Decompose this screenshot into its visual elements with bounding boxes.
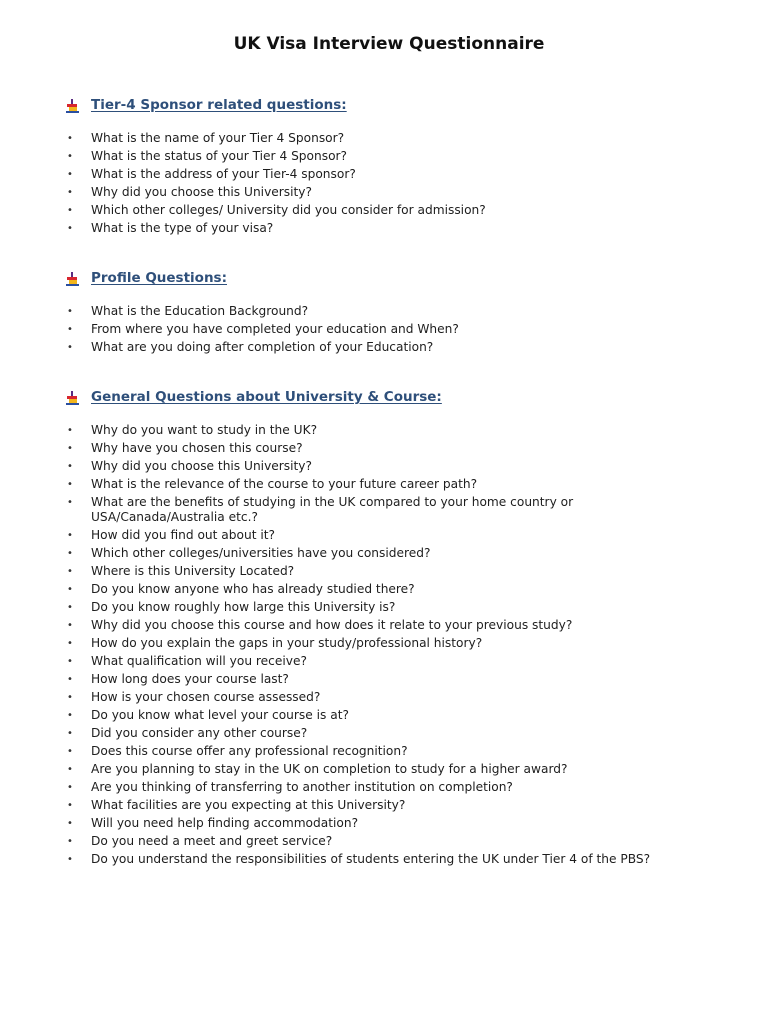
list-item [66,816,706,831]
list-item [66,423,706,438]
list-item [66,636,706,651]
flag-icon [66,391,80,405]
question-text: What facilities are you expecting at this University? [91,798,406,812]
bullet-dot-icon: • [67,548,73,559]
question-text: Are you planning to stay in the UK on completion to study for a higher award? [91,762,568,776]
bullet-dot-icon: • [67,223,73,234]
section-heading-text: Profile Questions: [91,270,227,286]
question-text: How do you explain the gaps in your study/professional history? [91,636,483,650]
list-item [66,834,706,849]
bullet-dot-icon: • [67,728,73,739]
list-item [66,762,706,777]
list-item [66,726,706,741]
bullet-dot-icon: • [67,497,73,508]
list-item [66,600,706,615]
list-item [66,798,706,813]
list-item [66,744,706,759]
section-profile [66,270,706,358]
list-item [66,546,706,561]
question-text: Where is this University Located? [91,564,295,578]
bullet-dot-icon: • [67,638,73,649]
bullet-dot-icon: • [67,205,73,216]
bullet-dot-icon: • [67,854,73,865]
question-text: Why did you choose this course and how does it relate to your previous study? [91,618,573,632]
list-item [66,459,706,474]
list-item [66,708,706,723]
question-text: Are you thinking of transferring to another institution on completion? [91,780,513,794]
question-list [66,304,706,355]
bullet-dot-icon: • [67,133,73,144]
question-text: Why do you want to study in the UK? [91,423,318,437]
list-item [66,340,706,355]
bullet-dot-icon: • [67,692,73,703]
list-item [66,131,706,146]
bullet-dot-icon: • [67,584,73,595]
bullet-dot-icon: • [67,324,73,335]
bullet-dot-icon: • [67,836,73,847]
question-text: Do you know what level your course is at? [91,708,349,722]
bullet-dot-icon: • [67,461,73,472]
bullet-dot-icon: • [67,674,73,685]
bullet-dot-icon: • [67,151,73,162]
question-text: What is the name of your Tier 4 Sponsor? [91,131,345,145]
bullet-dot-icon: • [67,566,73,577]
bullet-dot-icon: • [67,746,73,757]
question-text: What is the address of your Tier-4 sponsor? [91,167,356,181]
question-text: Do you know roughly how large this University is? [91,600,396,614]
question-text: How is your chosen course assessed? [91,690,321,704]
list-item [66,780,706,795]
question-text: Which other colleges/universities have you considered? [91,546,431,560]
list-item [66,185,706,200]
question-text: What is the type of your visa? [91,221,274,235]
bullet-dot-icon: • [67,342,73,353]
list-item [66,654,706,669]
section-heading [66,270,706,290]
question-text: From where you have completed your education and When? [91,322,459,336]
question-text: What are the benefits of studying in the UK compared to your home country or USA/Canada/Australia etc.? [91,495,574,524]
question-text: How long does your course last? [91,672,289,686]
flag-icon [66,99,80,113]
list-item [66,528,706,543]
question-text: What qualification will you receive? [91,654,307,668]
question-text: Will you need help finding accommodation? [91,816,359,830]
bullet-dot-icon: • [67,306,73,317]
bullet-dot-icon: • [67,782,73,793]
bullet-dot-icon: • [67,602,73,613]
list-item [66,441,706,456]
question-text: Do you need a meet and greet service? [91,834,333,848]
question-text: What are you doing after completion of your Education? [91,340,434,354]
question-text: How did you find out about it? [91,528,275,542]
list-item [66,322,706,337]
list-item [66,203,706,218]
bullet-dot-icon: • [67,620,73,631]
question-text: What is the Education Background? [91,304,309,318]
section-heading-text: General Questions about University & Course: [91,389,442,405]
question-text: Which other colleges/ University did you consider for admission? [91,203,486,217]
list-item [66,582,706,597]
section-general [66,389,706,870]
bullet-dot-icon: • [67,530,73,541]
question-list [66,131,706,236]
question-list [66,423,706,867]
question-text: Why did you choose this University? [91,459,312,473]
question-text: Does this course offer any professional recognition? [91,744,408,758]
flag-icon [66,272,80,286]
list-item [66,167,706,182]
bullet-dot-icon: • [67,656,73,667]
question-text: Do you understand the responsibilities of students entering the UK under Tier 4 of the PBS? [91,852,651,866]
list-item [66,221,706,236]
question-text: What is the status of your Tier 4 Sponsor? [91,149,348,163]
section-heading [66,389,706,409]
page-title: UK Visa Interview Questionnaire [233,34,545,54]
list-item [66,690,706,705]
question-text: Why did you choose this University? [91,185,312,199]
section-sponsor [66,97,706,239]
list-item [66,495,706,525]
bullet-dot-icon: • [67,764,73,775]
list-item [66,672,706,687]
list-item [66,477,706,492]
list-item [66,564,706,579]
bullet-dot-icon: • [67,443,73,454]
list-item [66,304,706,319]
bullet-dot-icon: • [67,818,73,829]
bullet-dot-icon: • [67,187,73,198]
question-text: Do you know anyone who has already studied there? [91,582,415,596]
bullet-dot-icon: • [67,425,73,436]
list-item [66,149,706,164]
bullet-dot-icon: • [67,169,73,180]
section-heading [66,97,706,117]
section-heading-text: Tier-4 Sponsor related questions: [91,97,347,113]
list-item [66,618,706,633]
list-item [66,852,706,867]
question-text: Did you consider any other course? [91,726,308,740]
question-text: What is the relevance of the course to your future career path? [91,477,478,491]
question-text: Why have you chosen this course? [91,441,303,455]
bullet-dot-icon: • [67,800,73,811]
bullet-dot-icon: • [67,479,73,490]
bullet-dot-icon: • [67,710,73,721]
